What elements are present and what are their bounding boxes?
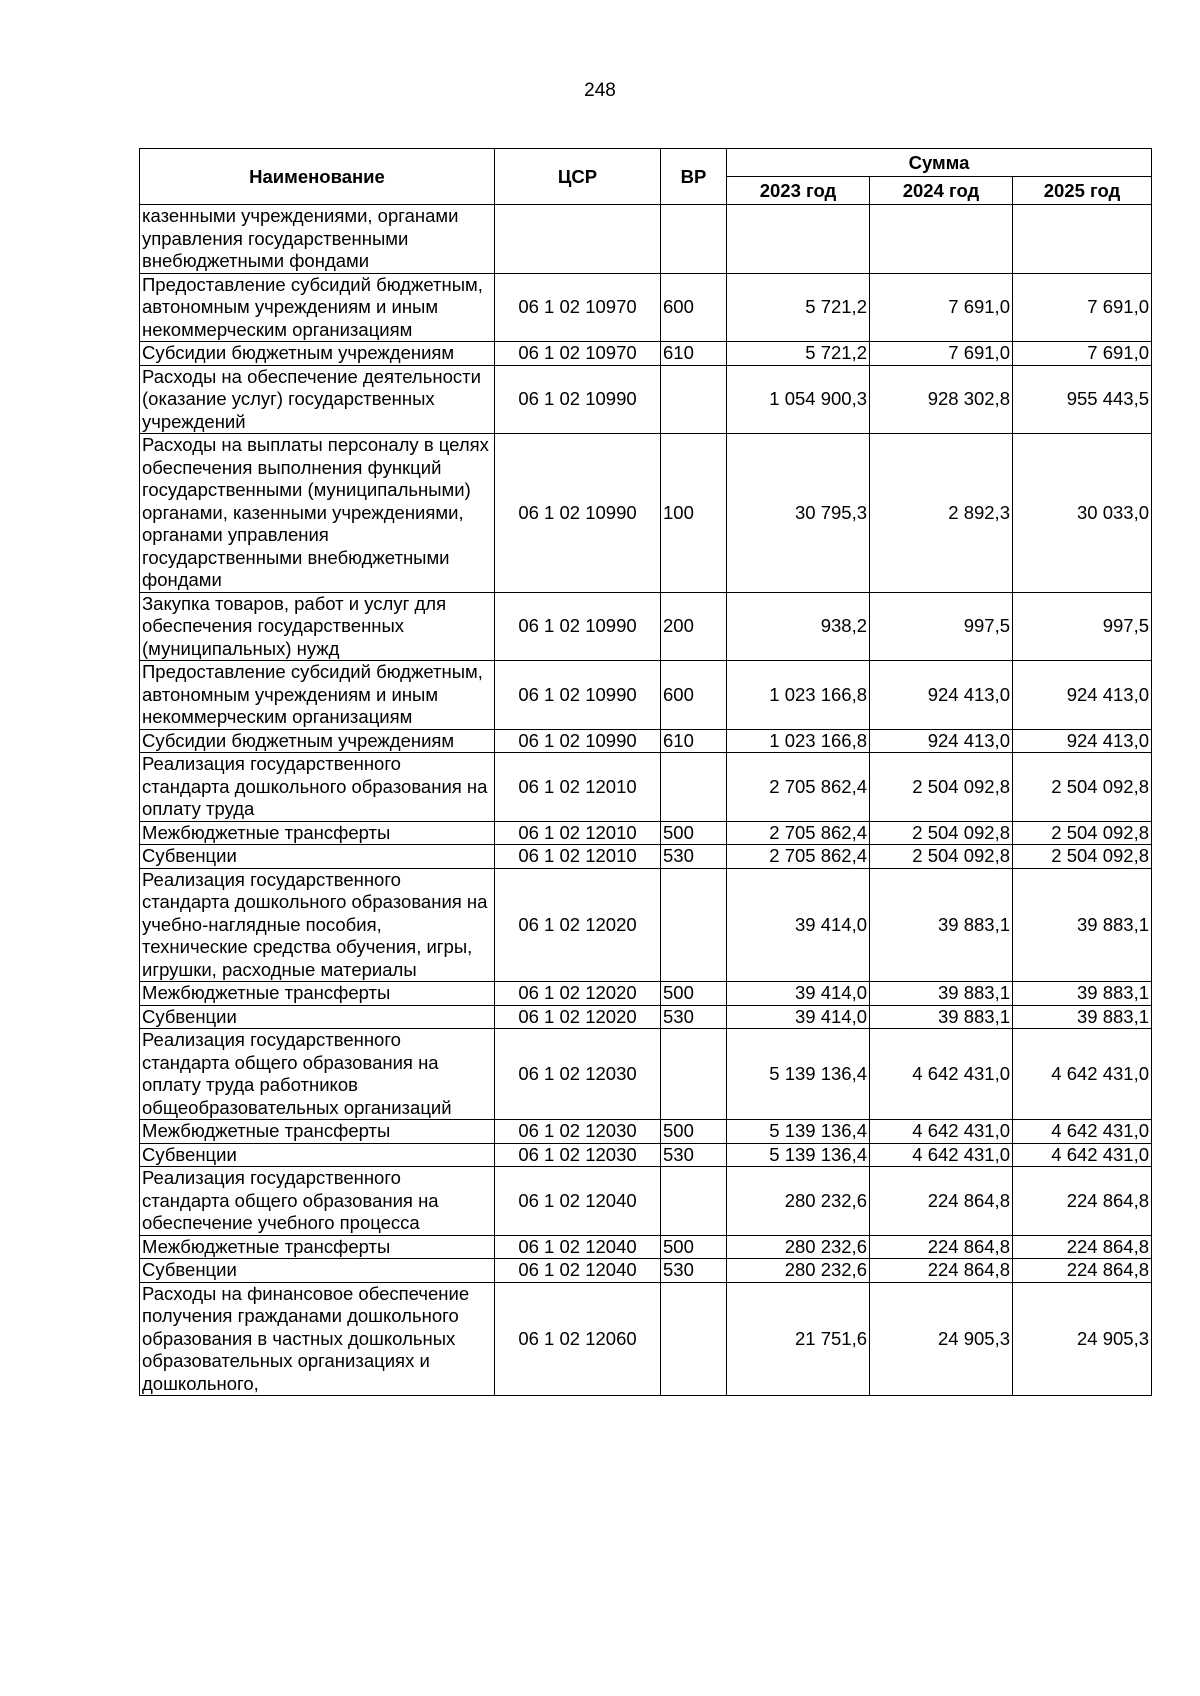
cell-2023: 2 705 862,4 <box>727 753 870 822</box>
cell-2025: 4 642 431,0 <box>1013 1143 1152 1167</box>
cell-2025: 4 642 431,0 <box>1013 1029 1152 1120</box>
cell-2023: 1 023 166,8 <box>727 661 870 730</box>
table-row <box>140 365 1152 434</box>
cell-name: Субвенции <box>140 845 495 869</box>
table-row <box>140 205 1152 274</box>
cell-2024: 2 504 092,8 <box>870 845 1013 869</box>
cell-2023: 5 139 136,4 <box>727 1120 870 1144</box>
cell-name: Субвенции <box>140 1143 495 1167</box>
cell-vr: 100 <box>661 434 727 593</box>
budget-table <box>139 148 1152 1396</box>
cell-csr: 06 1 02 12010 <box>495 753 661 822</box>
cell-2025: 224 864,8 <box>1013 1259 1152 1283</box>
cell-name: Межбюджетные трансферты <box>140 1120 495 1144</box>
cell-2025: 30 033,0 <box>1013 434 1152 593</box>
cell-2023: 1 054 900,3 <box>727 365 870 434</box>
cell-2025: 4 642 431,0 <box>1013 1120 1152 1144</box>
cell-name: Субсидии бюджетным учреждениям <box>140 729 495 753</box>
cell-2023: 938,2 <box>727 592 870 661</box>
cell-vr: 530 <box>661 845 727 869</box>
cell-name: Расходы на обеспечение деятельности (оказание услуг) государственных учреждений <box>140 365 495 434</box>
cell-csr: 06 1 02 10970 <box>495 273 661 342</box>
table-row <box>140 1235 1152 1259</box>
cell-vr: 600 <box>661 273 727 342</box>
cell-csr: 06 1 02 10990 <box>495 365 661 434</box>
cell-2023: 39 414,0 <box>727 1005 870 1029</box>
cell-vr <box>661 1029 727 1120</box>
cell-vr: 600 <box>661 661 727 730</box>
cell-2025: 39 883,1 <box>1013 868 1152 982</box>
cell-csr: 06 1 02 12030 <box>495 1120 661 1144</box>
cell-2025: 924 413,0 <box>1013 729 1152 753</box>
header-name: Наименование <box>140 149 495 205</box>
cell-name: Расходы на выплаты персоналу в целях обеспечения выполнения функций государственными (муниципальными) органами, казенными учреждениями, органами управления государственными внебюджетными фондами <box>140 434 495 593</box>
cell-2024: 7 691,0 <box>870 273 1013 342</box>
cell-2024: 2 504 092,8 <box>870 753 1013 822</box>
table-row <box>140 821 1152 845</box>
cell-vr: 610 <box>661 729 727 753</box>
cell-2023: 39 414,0 <box>727 868 870 982</box>
table-row <box>140 592 1152 661</box>
cell-csr: 06 1 02 12040 <box>495 1167 661 1236</box>
cell-name: Субвенции <box>140 1005 495 1029</box>
table-row <box>140 273 1152 342</box>
cell-2025: 2 504 092,8 <box>1013 753 1152 822</box>
header-year-2023: 2023 год <box>727 177 870 205</box>
cell-vr <box>661 1282 727 1396</box>
cell-vr: 200 <box>661 592 727 661</box>
cell-name: Закупка товаров, работ и услуг для обеспечения государственных (муниципальных) нужд <box>140 592 495 661</box>
cell-vr: 530 <box>661 1143 727 1167</box>
table-row <box>140 661 1152 730</box>
cell-2024: 928 302,8 <box>870 365 1013 434</box>
cell-name: Реализация государственного стандарта общего образования на оплату труда работников общеобразовательных организаций <box>140 1029 495 1120</box>
cell-2024: 224 864,8 <box>870 1167 1013 1236</box>
cell-2023: 280 232,6 <box>727 1259 870 1283</box>
cell-csr: 06 1 02 12020 <box>495 868 661 982</box>
table-row <box>140 434 1152 593</box>
cell-2023: 21 751,6 <box>727 1282 870 1396</box>
table-row <box>140 729 1152 753</box>
cell-csr: 06 1 02 12030 <box>495 1029 661 1120</box>
cell-name: Субсидии бюджетным учреждениям <box>140 342 495 366</box>
cell-2025 <box>1013 205 1152 274</box>
page-number: 248 <box>584 80 616 101</box>
cell-2024: 4 642 431,0 <box>870 1143 1013 1167</box>
table-body <box>140 205 1152 1396</box>
cell-2024: 39 883,1 <box>870 1005 1013 1029</box>
cell-name: казенными учреждениями, органами управления государственными внебюджетными фондами <box>140 205 495 274</box>
cell-name: Межбюджетные трансферты <box>140 1235 495 1259</box>
table-row <box>140 1005 1152 1029</box>
cell-vr: 500 <box>661 821 727 845</box>
cell-vr <box>661 365 727 434</box>
cell-csr: 06 1 02 10990 <box>495 661 661 730</box>
table-row <box>140 982 1152 1006</box>
cell-2024: 224 864,8 <box>870 1235 1013 1259</box>
cell-csr: 06 1 02 10970 <box>495 342 661 366</box>
cell-2023: 5 721,2 <box>727 342 870 366</box>
header-year-2025: 2025 год <box>1013 177 1152 205</box>
table-row <box>140 1259 1152 1283</box>
cell-vr: 500 <box>661 1235 727 1259</box>
cell-2023: 1 023 166,8 <box>727 729 870 753</box>
cell-csr: 06 1 02 12060 <box>495 1282 661 1396</box>
cell-2023: 5 721,2 <box>727 273 870 342</box>
table-row <box>140 342 1152 366</box>
cell-2024: 2 892,3 <box>870 434 1013 593</box>
cell-vr <box>661 868 727 982</box>
cell-name: Предоставление субсидий бюджетным, автономным учреждениям и иным некоммерческим организациям <box>140 661 495 730</box>
cell-csr: 06 1 02 12010 <box>495 845 661 869</box>
cell-2025: 2 504 092,8 <box>1013 845 1152 869</box>
cell-2024: 997,5 <box>870 592 1013 661</box>
cell-2025: 224 864,8 <box>1013 1235 1152 1259</box>
table-row <box>140 1282 1152 1396</box>
table-row <box>140 1167 1152 1236</box>
cell-vr: 530 <box>661 1259 727 1283</box>
table-header <box>140 149 1152 205</box>
cell-2023: 5 139 136,4 <box>727 1143 870 1167</box>
cell-csr: 06 1 02 12030 <box>495 1143 661 1167</box>
cell-2025: 955 443,5 <box>1013 365 1152 434</box>
cell-2024: 4 642 431,0 <box>870 1120 1013 1144</box>
header-vr: ВР <box>661 149 727 205</box>
cell-name: Реализация государственного стандарта общего образования на обеспечение учебного процесса <box>140 1167 495 1236</box>
cell-2025: 39 883,1 <box>1013 982 1152 1006</box>
cell-2024: 7 691,0 <box>870 342 1013 366</box>
cell-2024: 2 504 092,8 <box>870 821 1013 845</box>
header-sum: Сумма <box>727 149 1152 177</box>
cell-csr: 06 1 02 12010 <box>495 821 661 845</box>
cell-csr: 06 1 02 10990 <box>495 729 661 753</box>
cell-2025: 39 883,1 <box>1013 1005 1152 1029</box>
cell-2023: 280 232,6 <box>727 1235 870 1259</box>
cell-name: Расходы на финансовое обеспечение получения гражданами дошкольного образования в частных дошкольных образовательных организациях и дошкольного, <box>140 1282 495 1396</box>
table-row <box>140 1120 1152 1144</box>
cell-2024: 39 883,1 <box>870 868 1013 982</box>
cell-2023: 30 795,3 <box>727 434 870 593</box>
cell-2024: 924 413,0 <box>870 729 1013 753</box>
header-year-2024: 2024 год <box>870 177 1013 205</box>
cell-csr: 06 1 02 12020 <box>495 982 661 1006</box>
cell-vr <box>661 205 727 274</box>
cell-2025: 224 864,8 <box>1013 1167 1152 1236</box>
cell-2023: 2 705 862,4 <box>727 845 870 869</box>
header-csr: ЦСР <box>495 149 661 205</box>
cell-2024: 39 883,1 <box>870 982 1013 1006</box>
cell-2025: 7 691,0 <box>1013 342 1152 366</box>
cell-2023: 280 232,6 <box>727 1167 870 1236</box>
cell-vr: 500 <box>661 1120 727 1144</box>
cell-2023: 2 705 862,4 <box>727 821 870 845</box>
cell-2024: 924 413,0 <box>870 661 1013 730</box>
cell-2024: 24 905,3 <box>870 1282 1013 1396</box>
cell-2024: 4 642 431,0 <box>870 1029 1013 1120</box>
cell-csr: 06 1 02 12040 <box>495 1235 661 1259</box>
cell-2023: 5 139 136,4 <box>727 1029 870 1120</box>
cell-name: Субвенции <box>140 1259 495 1283</box>
cell-vr: 610 <box>661 342 727 366</box>
cell-csr: 06 1 02 12020 <box>495 1005 661 1029</box>
table-row <box>140 1029 1152 1120</box>
cell-name: Реализация государственного стандарта дошкольного образования на учебно-наглядные пособия, технические средства обучения, игры, игрушки, расходные материалы <box>140 868 495 982</box>
cell-vr <box>661 1167 727 1236</box>
cell-2023 <box>727 205 870 274</box>
cell-name: Межбюджетные трансферты <box>140 821 495 845</box>
cell-2025: 24 905,3 <box>1013 1282 1152 1396</box>
table-row <box>140 1143 1152 1167</box>
table-row <box>140 845 1152 869</box>
cell-vr: 500 <box>661 982 727 1006</box>
cell-name: Межбюджетные трансферты <box>140 982 495 1006</box>
cell-csr: 06 1 02 10990 <box>495 434 661 593</box>
cell-csr: 06 1 02 10990 <box>495 592 661 661</box>
cell-name: Реализация государственного стандарта дошкольного образования на оплату труда <box>140 753 495 822</box>
cell-vr: 530 <box>661 1005 727 1029</box>
cell-2025: 997,5 <box>1013 592 1152 661</box>
cell-2025: 924 413,0 <box>1013 661 1152 730</box>
cell-2024 <box>870 205 1013 274</box>
cell-vr <box>661 753 727 822</box>
cell-2023: 39 414,0 <box>727 982 870 1006</box>
cell-2025: 2 504 092,8 <box>1013 821 1152 845</box>
cell-csr: 06 1 02 12040 <box>495 1259 661 1283</box>
cell-csr <box>495 205 661 274</box>
cell-2024: 224 864,8 <box>870 1259 1013 1283</box>
cell-name: Предоставление субсидий бюджетным, автономным учреждениям и иным некоммерческим организациям <box>140 273 495 342</box>
cell-2025: 7 691,0 <box>1013 273 1152 342</box>
table-row <box>140 753 1152 822</box>
table-row <box>140 868 1152 982</box>
